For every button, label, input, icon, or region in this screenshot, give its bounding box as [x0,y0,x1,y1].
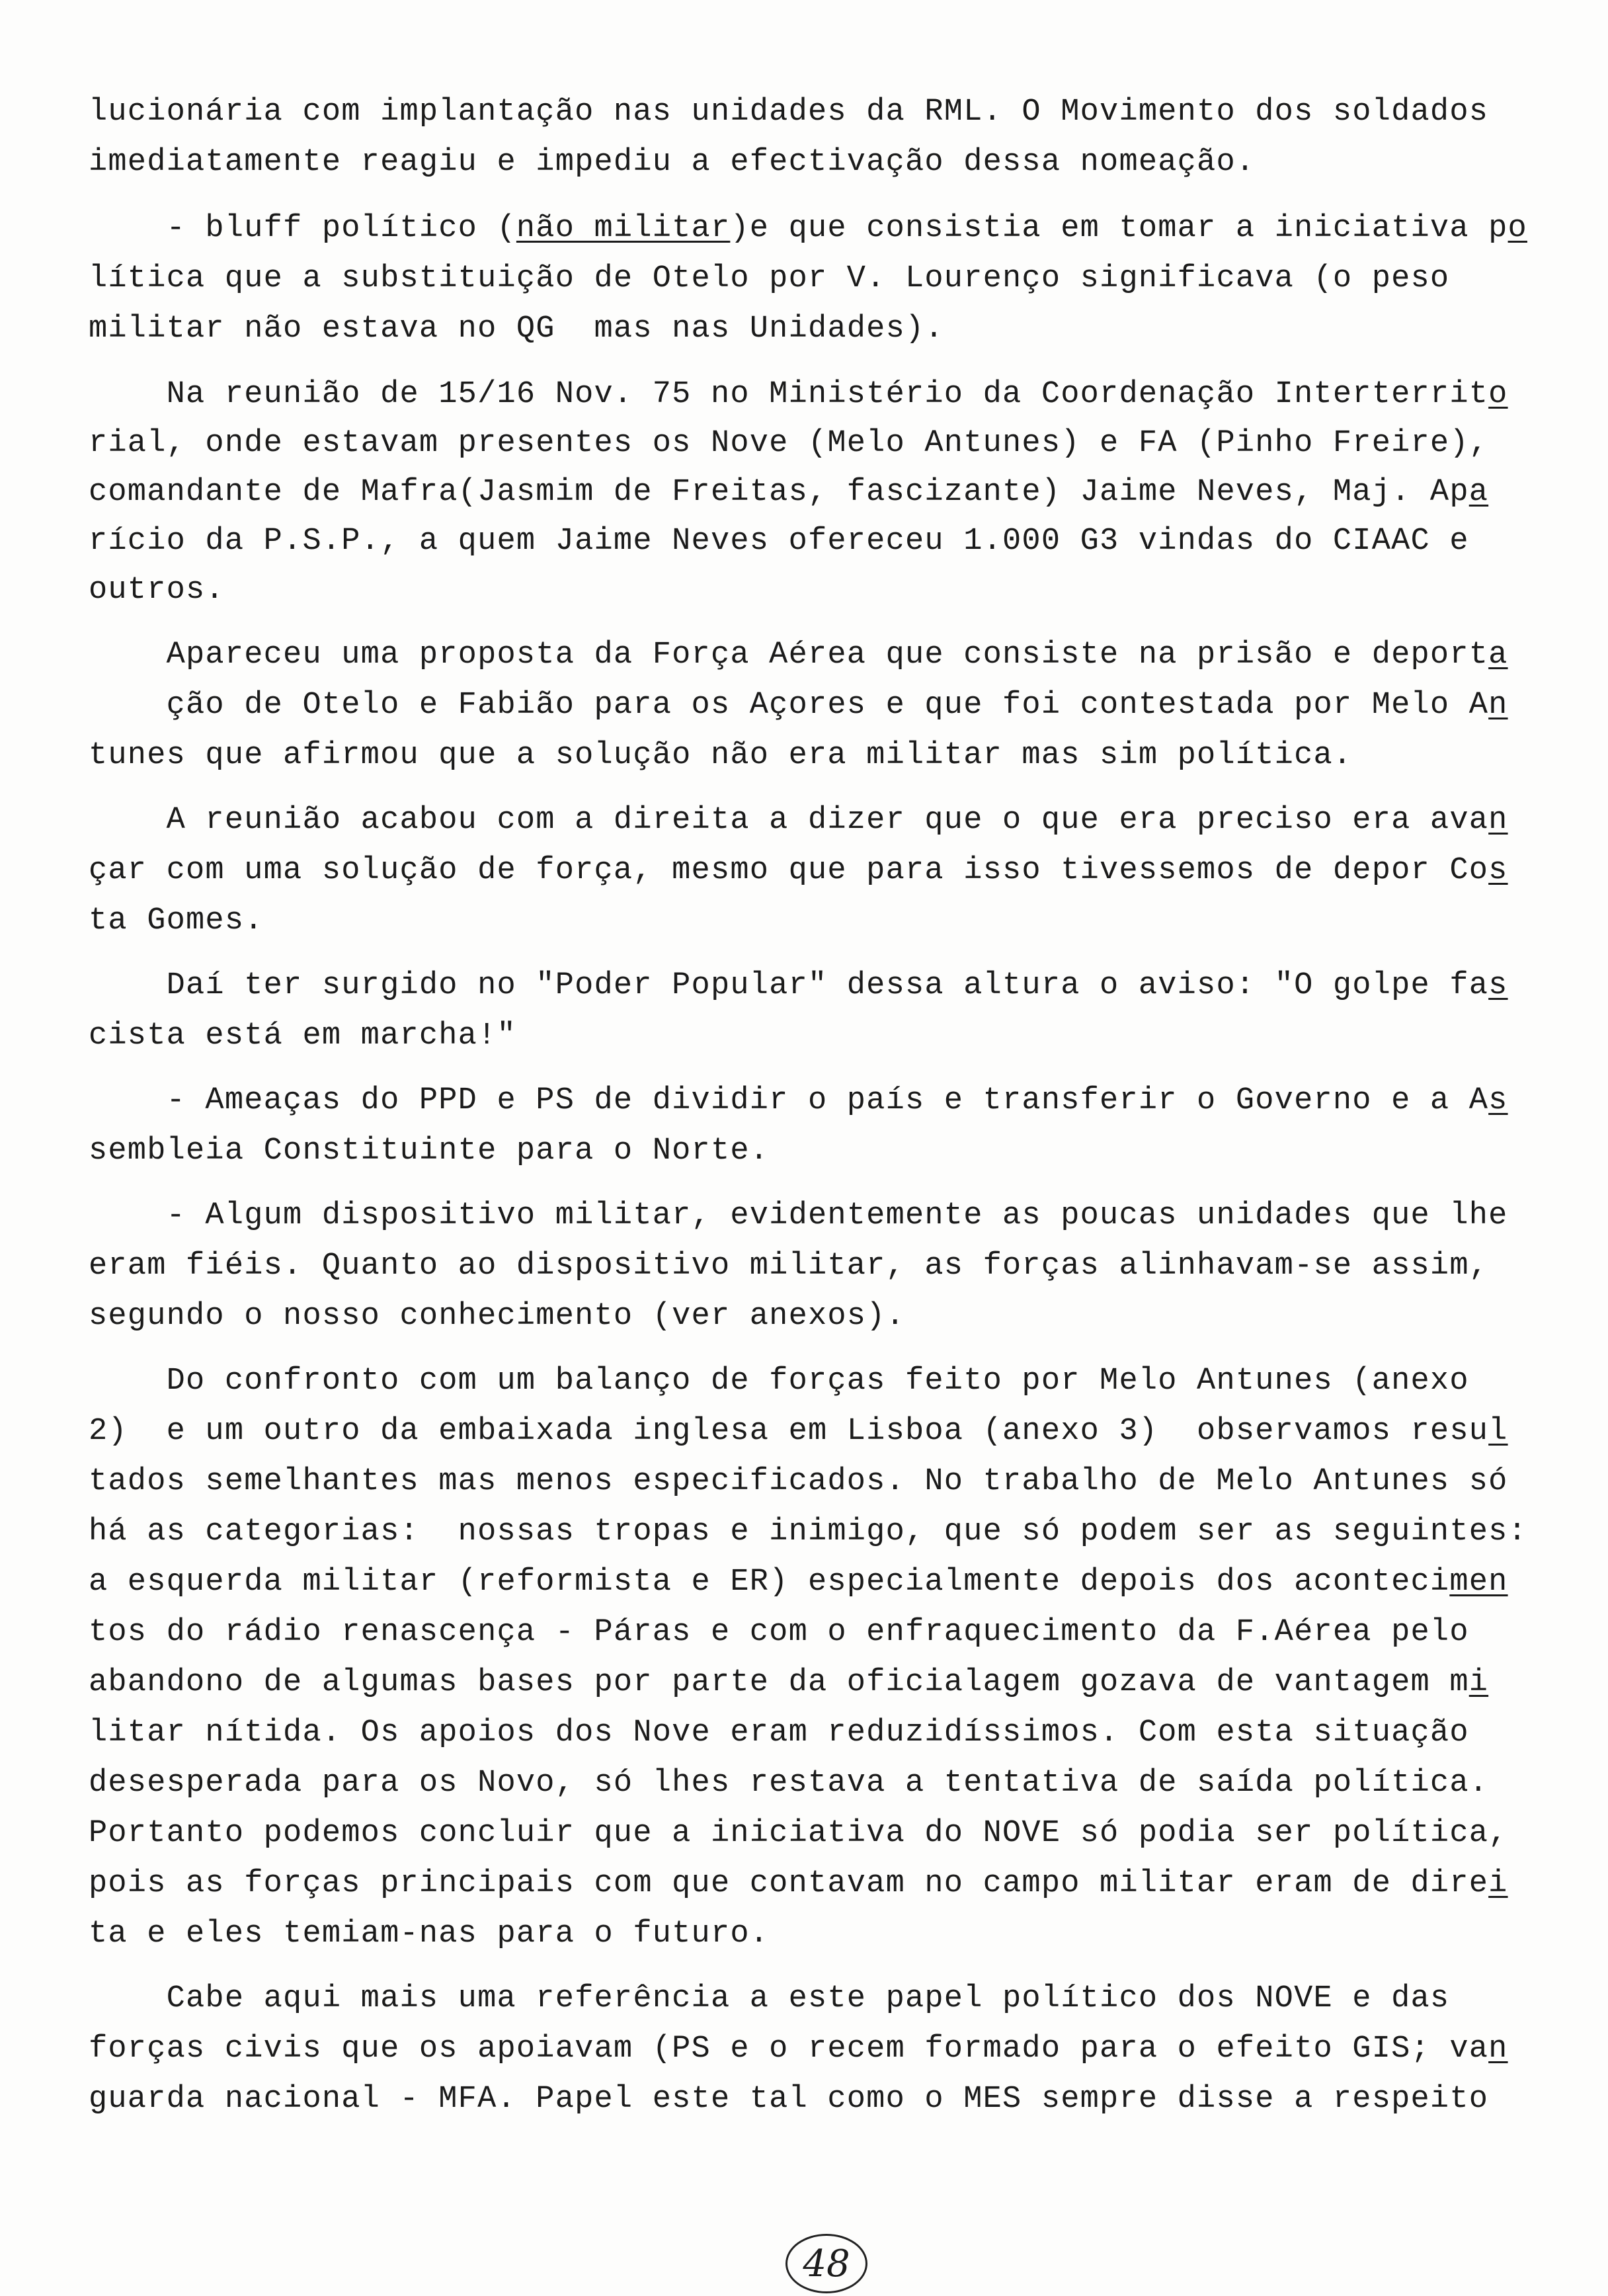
text-line: pois as forças principais com que contavam no campo militar eram de direi [89,1866,1508,1901]
text-line: rício da P.S.P., a quem Jaime Neves ofereceu 1.000 G3 vindas do CIAAC e [89,524,1469,559]
text-line: 2) e um outro da embaixada inglesa em Lisboa (anexo 3) observamos resul [89,1414,1508,1449]
text-line: tados semelhantes mas menos especificados. No trabalho de Melo Antunes só [89,1464,1508,1499]
text-line: militar não estava no QG mas nas Unidades). [89,311,944,347]
text-line: - Ameaças do PPD e PS de dividir o país e transferir o Governo e a As [89,1083,1508,1118]
text-line: tos do rádio renascença - Páras e com o enfraquecimento da F.Aérea pelo [89,1615,1469,1650]
underlined-text: i [1488,1866,1508,1901]
text-line: lucionária com implantação nas unidades da RML. O Movimento dos soldados [89,95,1489,130]
text-line: Cabe aqui mais uma referência a este papel político dos NOVE e das [89,1981,1450,2016]
text-line: Do confronto com um balanço de forças feito por Melo Antunes (anexo [89,1364,1469,1399]
underlined-text: s [1488,853,1508,888]
underlined-text: não militar [516,211,731,246]
underlined-text: o [1508,211,1527,246]
text-line: ção de Otelo e Fabião para os Açores e que foi contestada por Melo An [89,688,1508,723]
underlined-text: n [1488,803,1508,838]
underlined-text: s [1488,968,1508,1003]
page-number: 48 [785,2234,867,2293]
underlined-text: a [1468,475,1489,510]
underlined-text: a [1488,637,1508,673]
text-line: forças civis que os apoiavam (PS e o recem formado para o efeito GIS; van [89,2031,1508,2067]
text-line: - Algum dispositivo militar, evidentemente as poucas unidades que lhe [89,1198,1508,1233]
text-line: çar com uma solução de força, mesmo que para isso tivessemos de depor Cos [89,853,1508,888]
text-line: Daí ter surgido no "Poder Popular" dessa altura o aviso: "O golpe fas [89,968,1508,1003]
underlined-text: s [1488,1083,1508,1118]
underlined-text: men [1449,1565,1508,1600]
text-line: segundo o nosso conhecimento (ver anexos). [89,1299,905,1334]
text-line: a esquerda militar (reformista e ER) especialmente depois dos acontecimen [89,1565,1508,1600]
text-line: - bluff político (não militar)e que consistia em tomar a iniciativa po [89,211,1527,246]
text-line: lítica que a substituição de Otelo por V. Lourenço significava (o peso [89,261,1450,296]
text-line: eram fiéis. Quanto ao dispositivo militar, as forças alinhavam-se assim, [89,1249,1489,1284]
text-line: rial, onde estavam presentes os Nove (Melo Antunes) e FA (Pinho Freire), [89,426,1489,461]
text-line: Apareceu uma proposta da Força Aérea que consiste na prisão e deporta [89,637,1508,673]
text-line: ta e eles temiam-nas para o futuro. [89,1916,770,1951]
text-line: desesperada para os Novo, só lhes restava a tentativa de saída política. [89,1766,1489,1801]
text-line: comandante de Mafra(Jasmim de Freitas, fascizante) Jaime Neves, Maj. Apa [89,475,1489,510]
text-line: litar nítida. Os apoios dos Nove eram reduzidíssimos. Com esta situação [89,1715,1469,1750]
text-line: há as categorias: nossas tropas e inimigo, que só podem ser as seguintes: [89,1514,1527,1549]
text-line: abandono de algumas bases por parte da oficialagem gozava de vantagem mi [89,1665,1489,1700]
text-line: Na reunião de 15/16 Nov. 75 no Ministério da Coordenação Interterrito [89,377,1508,412]
text-line: outros. [89,573,225,608]
text-line: Portanto podemos concluir que a iniciativa do NOVE só podia ser política, [89,1816,1508,1851]
underlined-text: l [1488,1414,1508,1449]
underlined-text: n [1488,2031,1508,2067]
underlined-text: o [1488,377,1508,412]
text-line: guarda nacional - MFA. Papel este tal como o MES sempre disse a respeito [89,2082,1489,2117]
text-line: imediatamente reagiu e impediu a efectivação dessa nomeação. [89,145,1256,180]
text-line: ta Gomes. [89,903,264,938]
text-line: tunes que afirmou que a solução não era militar mas sim política. [89,738,1353,773]
text-line: A reunião acabou com a direita a dizer que o que era preciso era avan [89,803,1508,838]
text-line: cista está em marcha!" [89,1018,516,1053]
underlined-text: n [1488,688,1508,723]
text-line: sembleia Constituinte para o Norte. [89,1133,770,1168]
underlined-text: i [1468,1665,1489,1700]
